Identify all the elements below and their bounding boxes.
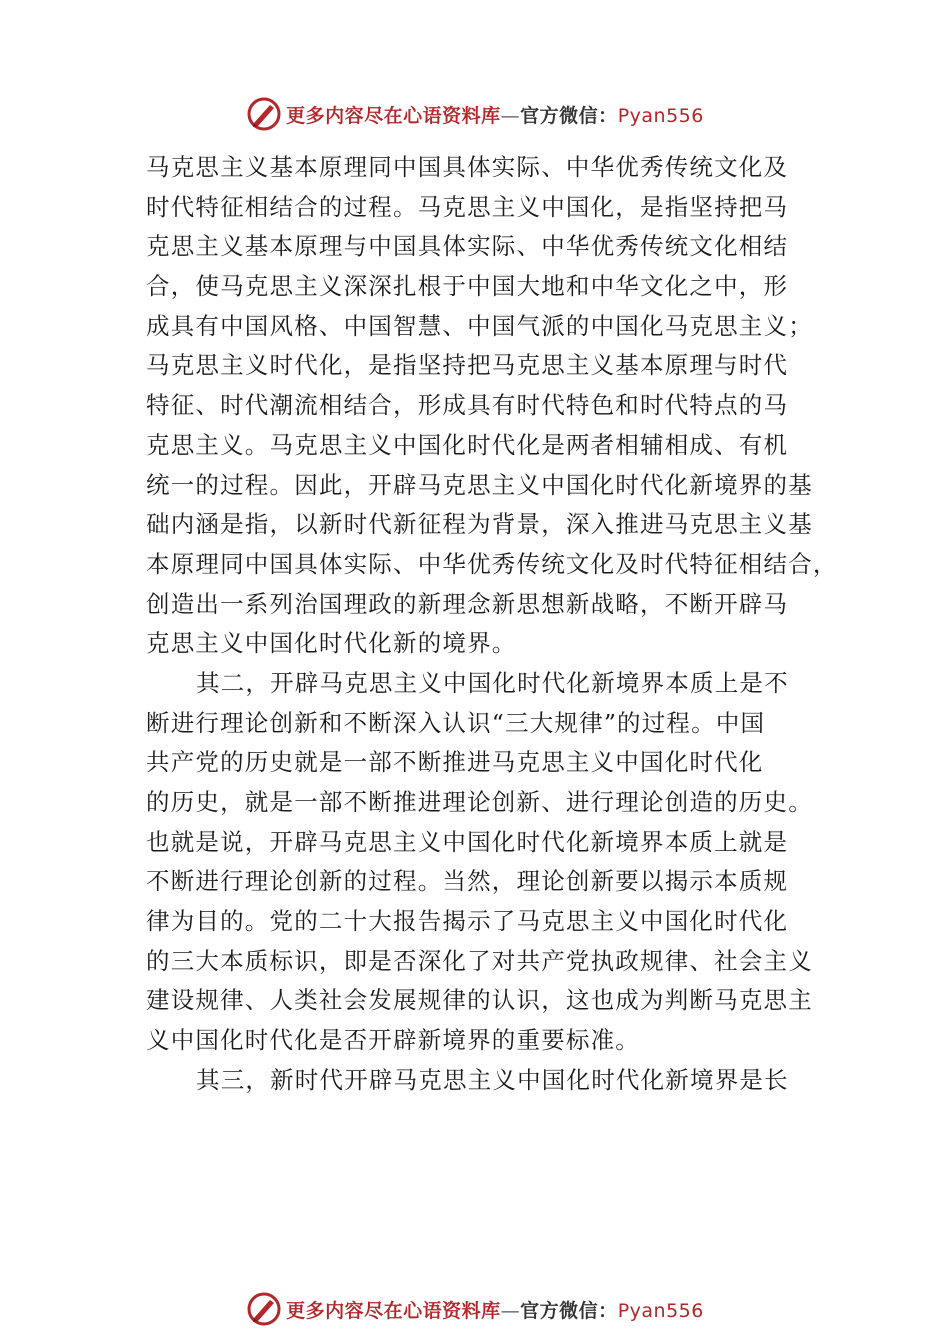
paragraph-start-line: 其三，新时代开辟马克思主义中国化时代化新境界是长	[196, 1065, 789, 1094]
text-line: 共产党的历史就是一部不断推进马克思主义中国化时代化	[146, 748, 764, 777]
text-line: 的三大本质标识，即是否深化了对共产党执政规律、社会主义	[146, 946, 813, 975]
footer-wechat-id: Pyan556	[617, 1299, 704, 1322]
text-line: 马克思主义时代化，是指坚持把马克思主义基本原理与时代	[146, 351, 789, 380]
text-line: 成具有中国风格、中国智慧、中国气派的中国化马克思主义；	[146, 311, 813, 340]
text-line: 克思主义基本原理与中国具体实际、中华优秀传统文化相结	[146, 232, 789, 261]
text-line: 不断进行理论创新的过程。当然，理论创新要以揭示本质规	[146, 867, 789, 896]
header-brand: 更多内容尽在心语资料库	[286, 104, 501, 127]
document-body	[146, 148, 836, 1101]
red-pen-circle-logo-icon	[246, 96, 282, 132]
text-line: 断进行理论创新和不断深入认识“三大规律”的过程。中国	[146, 708, 766, 737]
text-line: 克思主义中国化时代化新的境界。	[146, 629, 517, 658]
page-header	[0, 92, 950, 136]
red-pen-circle-logo-icon	[246, 1291, 282, 1327]
header-separator: —	[500, 104, 521, 127]
footer-official-label: 官方微信：	[520, 1299, 618, 1322]
text-line: 特征、时代潮流相结合，形成具有时代特色和时代特点的马	[146, 391, 789, 420]
header-official-label: 官方微信：	[520, 104, 618, 127]
footer-text	[286, 1296, 704, 1323]
text-line: 克思主义。马克思主义中国化时代化是两者相辅相成、有机	[146, 430, 789, 459]
header-text	[286, 101, 704, 128]
paragraph-start-line: 其二，开辟马克思主义中国化时代化新境界本质上是不	[196, 668, 789, 697]
text-line: 统一的过程。因此，开辟马克思主义中国化时代化新境界的基	[146, 470, 813, 499]
footer-separator: —	[500, 1299, 521, 1322]
text-line: 律为目的。党的二十大报告揭示了马克思主义中国化时代化	[146, 907, 789, 936]
text-line: 的历史，就是一部不断推进理论创新、进行理论创造的历史。	[146, 788, 813, 816]
page-footer	[0, 1287, 950, 1331]
text-line: 建设规律、人类社会发展规律的认识，这也成为判断马克思主	[146, 986, 813, 1015]
text-line: 合，使马克思主义深深扎根于中国大地和中华文化之中，形	[146, 272, 789, 301]
text-line: 创造出一系列治国理政的新理念新思想新战略，不断开辟马	[146, 589, 789, 618]
header-wechat-id: Pyan556	[617, 104, 704, 127]
text-line: 础内涵是指，以新时代新征程为背景，深入推进马克思主义基	[146, 510, 813, 539]
text-line: 本原理同中国具体实际、中华优秀传统文化及时代特征相结合，	[146, 549, 838, 578]
text-line: 马克思主义基本原理同中国具体实际、中华优秀传统文化及	[146, 153, 789, 181]
footer-brand: 更多内容尽在心语资料库	[286, 1299, 501, 1322]
text-line: 也就是说，开辟马克思主义中国化时代化新境界本质上就是	[146, 827, 789, 856]
text-line: 时代特征相结合的过程。马克思主义中国化，是指坚持把马	[146, 192, 789, 221]
text-line: 义中国化时代化是否开辟新境界的重要标准。	[146, 1026, 640, 1055]
